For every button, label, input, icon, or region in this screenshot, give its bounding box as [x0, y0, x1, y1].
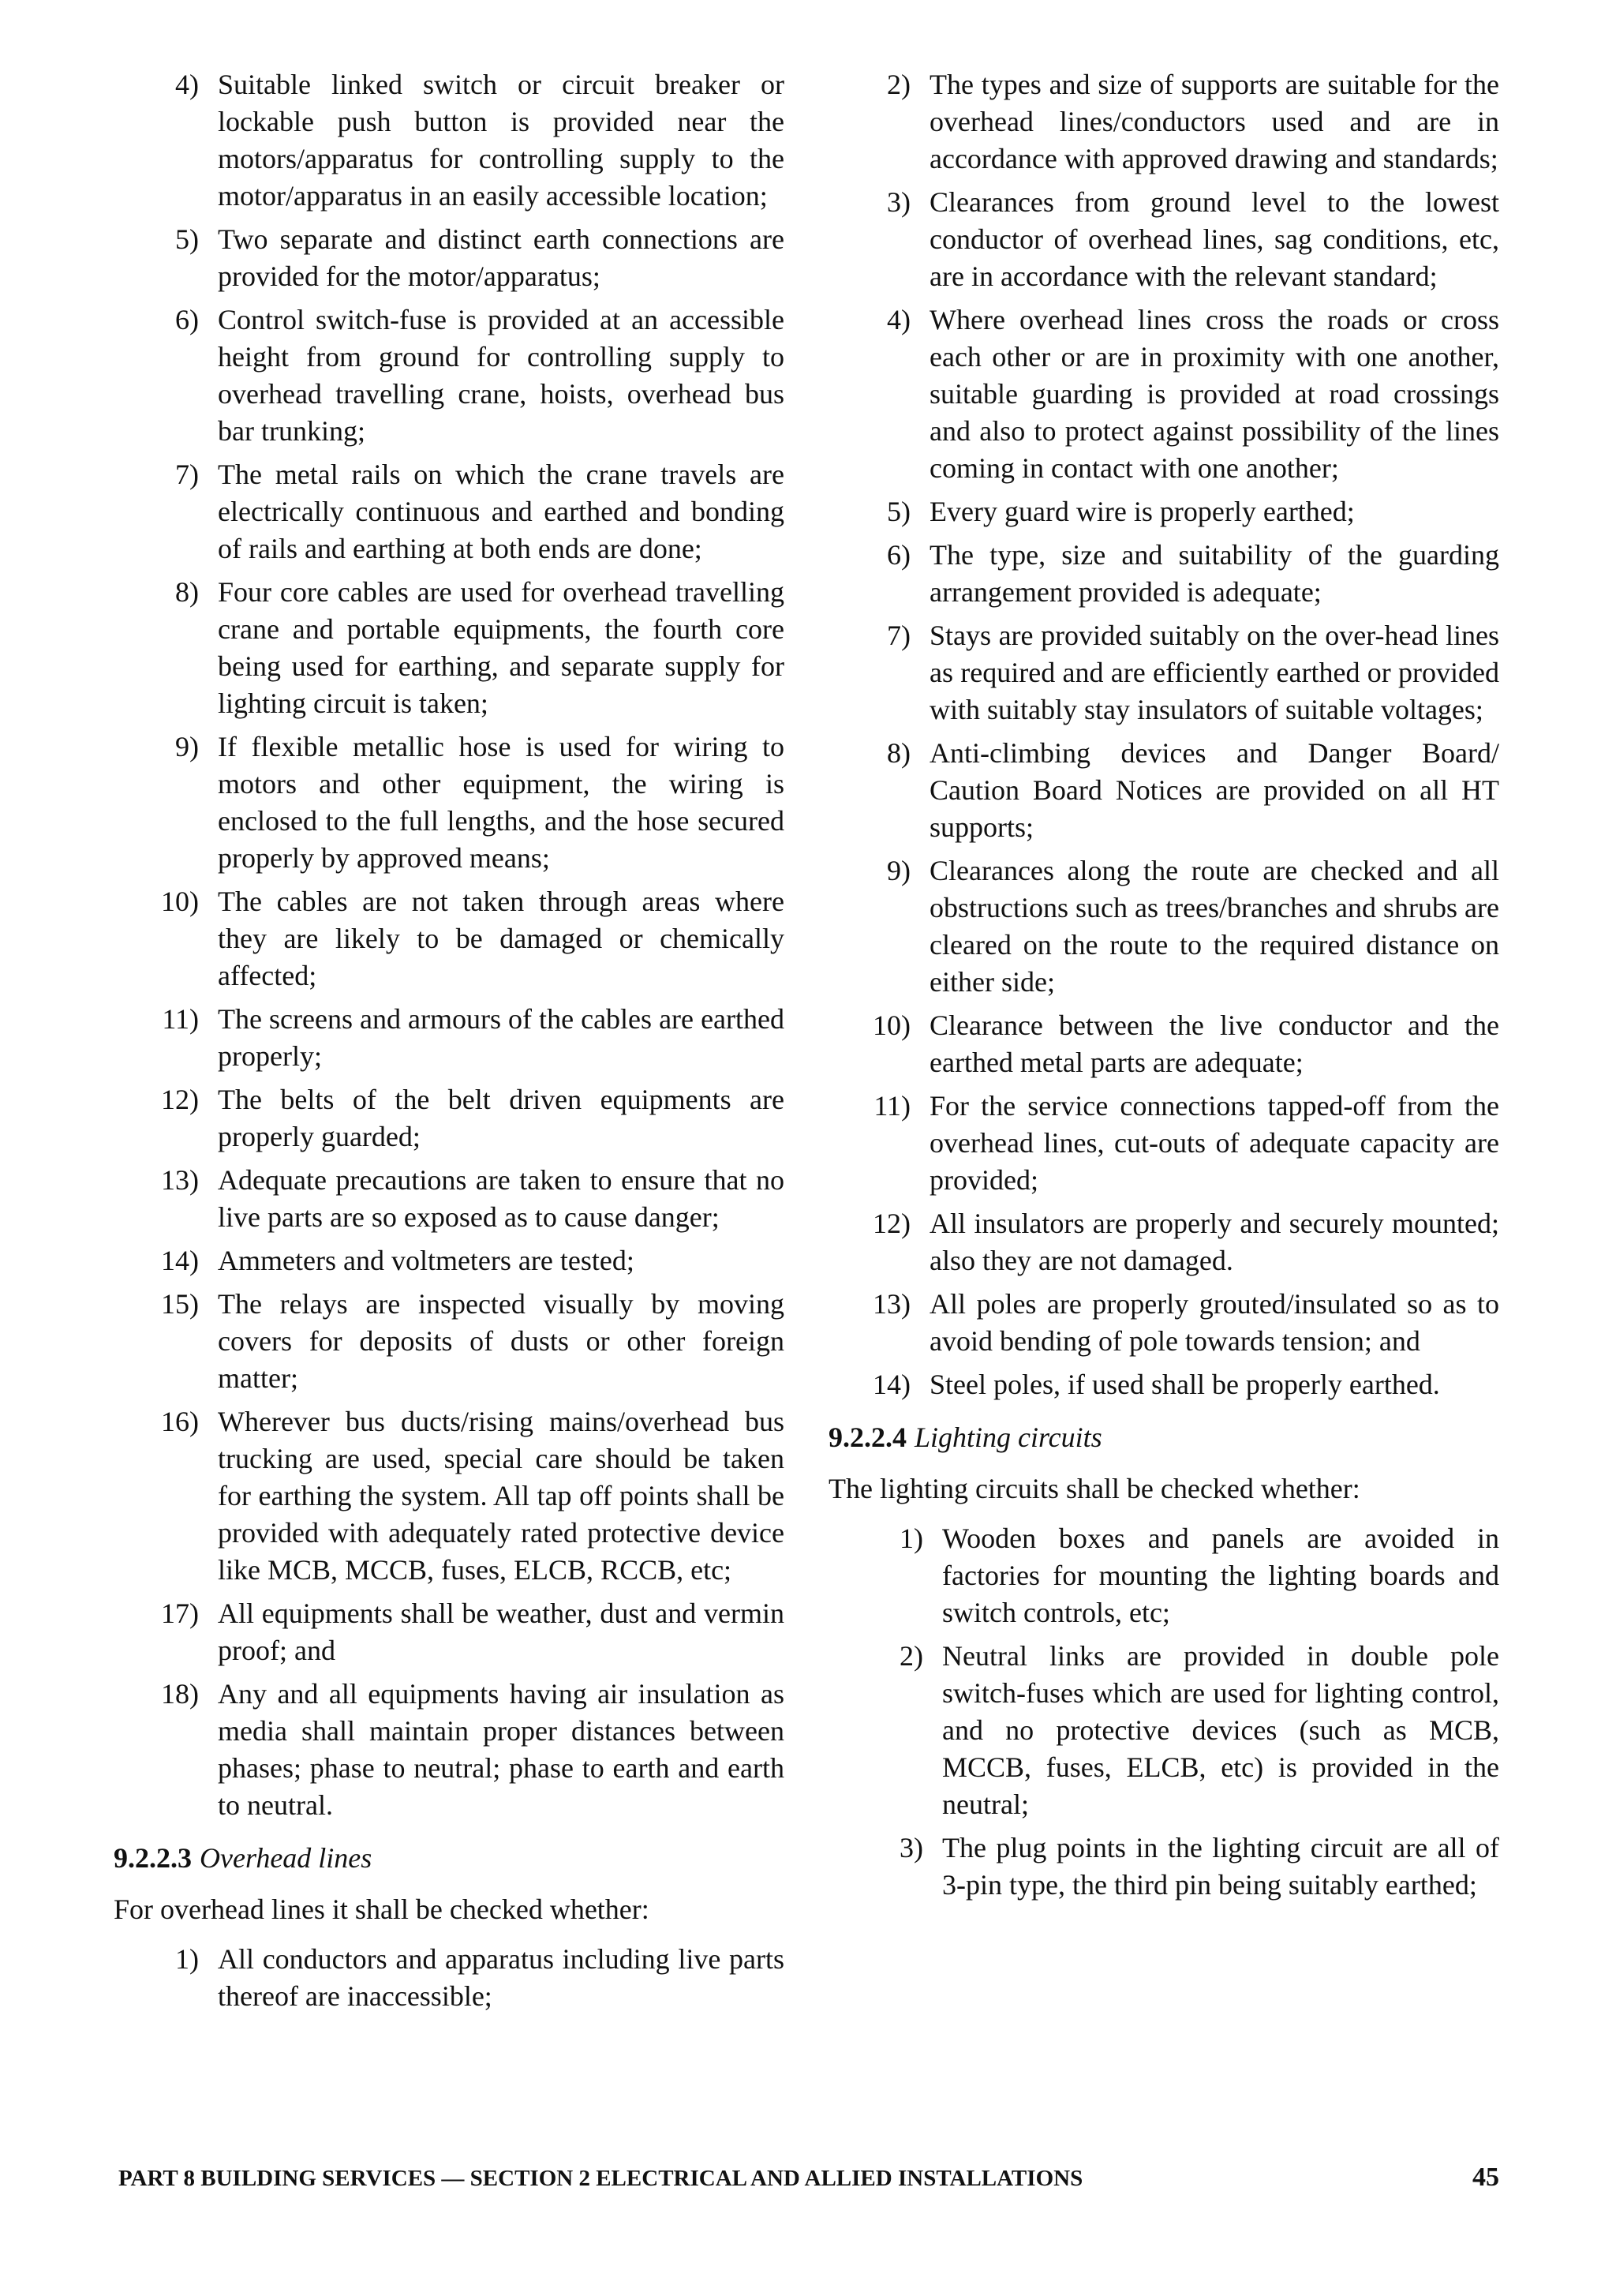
list-item-text: Stays are provided suitably on the over-head lines as required and are efficiently earthed or provided with suitably stay insulators of suitable voltages;	[930, 620, 1499, 725]
list-item-number: 7)	[887, 620, 911, 651]
list-item-number: 1)	[900, 1523, 923, 1554]
list-item-number: 16)	[161, 1406, 199, 1437]
list-item-text: Two separate and distinct earth connections are provided for the motor/apparatus;	[218, 223, 784, 292]
section-title: Overhead lines	[200, 1842, 372, 1874]
list-item-text: Anti-climbing devices and Danger Board/ Caution Board Notices are provided on all HT supports;	[930, 737, 1499, 843]
list-item-number: 2)	[900, 1640, 923, 1672]
lighting-intro: The lighting circuits shall be checked whether:	[829, 1473, 1360, 1504]
list-item	[829, 66, 1499, 178]
list-item-number: 10)	[161, 886, 199, 917]
list-item-text: Any and all equipments having air insulation as media shall maintain proper distances between phases; phase to neutral; phase to earth and earth to neutral.	[218, 1678, 784, 1821]
list-item-number: 11)	[162, 1003, 199, 1035]
list-item	[114, 1081, 784, 1155]
running-title: PART 8 BUILDING SERVICES — SECTION 2 ELECTRICAL AND ALLIED INSTALLATIONS	[118, 2166, 1083, 2191]
list-item-number: 6)	[887, 539, 911, 571]
list-item-text: The types and size of supports are suitable for the overhead lines/conductors used and are in accordance with approved drawing and standards;	[930, 69, 1499, 174]
section-number: 9.2.2.3	[114, 1842, 192, 1874]
list-item	[114, 66, 784, 215]
list-item-text: Ammeters and voltmeters are tested;	[218, 1245, 634, 1276]
list-item-text: Wooden boxes and panels are avoided in factories for mounting the lighting boards and switch controls, etc;	[942, 1523, 1499, 1628]
list-item-number: 6)	[175, 304, 199, 335]
list-item-text: Suitable linked switch or circuit breaker or lockable push button is provided near the motors/apparatus for controlling supply to the motor/apparatus in an easily accessible location;	[218, 69, 784, 212]
list-item-text: The metal rails on which the crane travels are electrically continuous and earthed and bonding of rails and earthing at both ends are done;	[218, 459, 784, 564]
list-item	[829, 302, 1499, 487]
right-column	[829, 66, 1499, 1910]
list-item-number: 1)	[175, 1943, 199, 1975]
list-item	[829, 617, 1499, 729]
list-item-text: Clearances from ground level to the lowest conductor of overhead lines, sag conditions, etc, are in accordance with the relevant standard;	[930, 186, 1499, 292]
page-footer	[118, 2163, 1499, 2193]
list-item-number: 7)	[175, 459, 199, 490]
section-heading-lighting-circuits	[829, 1419, 1499, 1456]
list-item	[114, 456, 784, 567]
list-item	[114, 221, 784, 295]
list-item	[114, 1941, 784, 2015]
section-title: Lighting circuits	[915, 1421, 1102, 1453]
list-item-text: The belts of the belt driven equipments are properly guarded;	[218, 1084, 784, 1152]
left-column	[114, 66, 784, 2021]
list-item-number: 12)	[873, 1208, 911, 1239]
list-item-number: 9)	[887, 855, 911, 886]
list-item	[829, 493, 1499, 530]
list-item	[829, 1286, 1499, 1360]
list-item-text: For the service connections tapped-off from the overhead lines, cut-outs of adequate capacity are provided;	[930, 1090, 1499, 1196]
list-item	[829, 184, 1499, 295]
list-item-number: 8)	[175, 576, 199, 608]
list-item	[829, 1205, 1499, 1279]
list-item	[829, 537, 1499, 611]
list-item-text: All poles are properly grouted/insulated so as to avoid bending of pole towards tension; and	[930, 1288, 1499, 1357]
list-item-text: Clearance between the live conductor and the earthed metal parts are adequate;	[930, 1009, 1499, 1078]
list-item-number: 13)	[161, 1164, 199, 1196]
list-item-number: 3)	[887, 186, 911, 218]
list-item-text: Adequate precautions are taken to ensure that no live parts are so exposed as to cause danger;	[218, 1164, 784, 1233]
list-item-text: The plug points in the lighting circuit are all of 3-pin type, the third pin being suitably earthed;	[942, 1832, 1499, 1901]
list-item-text: Clearances along the route are checked and all obstructions such as trees/branches and shrubs are cleared on the route to the required distance on either side;	[930, 855, 1499, 998]
list-item-number: 15)	[161, 1288, 199, 1320]
overhead-check-list	[114, 1941, 784, 2015]
list-item	[114, 302, 784, 450]
list-item-number: 9)	[175, 731, 199, 762]
list-item-number: 11)	[873, 1090, 911, 1122]
list-item	[114, 883, 784, 994]
list-item-text: The screens and armours of the cables are earthed properly;	[218, 1003, 784, 1072]
list-item-number: 4)	[887, 304, 911, 335]
list-item-text: All insulators are properly and securely mounted; also they are not damaged.	[930, 1208, 1499, 1276]
page-number: 45	[1472, 2163, 1499, 2192]
list-item	[114, 1595, 784, 1669]
overhead-intro: For overhead lines it shall be checked whether:	[114, 1893, 649, 1925]
list-item	[829, 852, 1499, 1001]
list-item	[829, 1088, 1499, 1199]
list-item	[114, 1242, 784, 1279]
list-item	[829, 1830, 1499, 1904]
list-item	[114, 1286, 784, 1397]
list-item	[114, 1403, 784, 1589]
list-item-text: The type, size and suitability of the guarding arrangement provided is adequate;	[930, 539, 1499, 608]
list-item-number: 4)	[175, 69, 199, 100]
list-item-number: 8)	[887, 737, 911, 769]
list-item	[829, 1007, 1499, 1081]
list-item-text: All equipments shall be weather, dust and vermin proof; and	[218, 1597, 784, 1666]
list-item	[829, 1520, 1499, 1631]
list-item-text: Neutral links are provided in double pole switch-fuses which are used for lighting control, and no protective devices (such as MCB, MCCB, fuses, ELCB, etc) is provided in the neutral;	[942, 1640, 1499, 1820]
equipment-check-list	[114, 66, 784, 1824]
section-heading-overhead-lines	[114, 1840, 784, 1877]
list-item-number: 5)	[887, 496, 911, 527]
list-item-text: The cables are not taken through areas where they are likely to be damaged or chemically affected;	[218, 886, 784, 991]
list-item-number: 18)	[161, 1678, 199, 1710]
list-item-text: Control switch-fuse is provided at an accessible height from ground for controlling supply to overhead travelling crane, hoists, overhead bus bar trunking;	[218, 304, 784, 447]
lighting-check-list	[829, 1520, 1499, 1904]
list-item-text: Wherever bus ducts/rising mains/overhead bus trucking are used, special care should be taken for earthing the system. All tap off points shall be provided with adequately rated protective device like MCB, MCCB, fuses, ELCB, RCCB, etc;	[218, 1406, 784, 1586]
section-number: 9.2.2.4	[829, 1421, 907, 1453]
list-item	[829, 735, 1499, 846]
list-item	[114, 729, 784, 877]
list-item	[829, 1366, 1499, 1403]
list-item	[114, 1162, 784, 1236]
list-item-text: All conductors and apparatus including live parts thereof are inaccessible;	[218, 1943, 784, 2012]
list-item-text: Every guard wire is properly earthed;	[930, 496, 1355, 527]
list-item	[114, 574, 784, 722]
list-item-number: 2)	[887, 69, 911, 100]
list-item-number: 12)	[161, 1084, 199, 1115]
list-item-number: 14)	[161, 1245, 199, 1276]
list-item-number: 10)	[873, 1009, 911, 1041]
list-item-number: 14)	[873, 1369, 911, 1400]
list-item-number: 17)	[161, 1597, 199, 1629]
list-item-number: 5)	[175, 223, 199, 255]
list-item-text: If flexible metallic hose is used for wiring to motors and other equipment, the wiring is enclosed to the full lengths, and the hose secured properly by approved means;	[218, 731, 784, 874]
list-item-number: 13)	[873, 1288, 911, 1320]
list-item-text: Four core cables are used for overhead travelling crane and portable equipments, the fourth core being used for earthing, and separate supply for lighting circuit is taken;	[218, 576, 784, 719]
list-item	[114, 1676, 784, 1824]
list-item	[114, 1001, 784, 1075]
list-item-text: Where overhead lines cross the roads or cross each other or are in proximity with one another, suitable guarding is provided at road crossings and also to protect against possibility of the lines coming in contact with one another;	[930, 304, 1499, 484]
overhead-check-list-continued	[829, 66, 1499, 1403]
list-item-number: 3)	[900, 1832, 923, 1863]
list-item	[829, 1638, 1499, 1823]
list-item-text: The relays are inspected visually by moving covers for deposits of dusts or other foreign matter;	[218, 1288, 784, 1394]
list-item-text: Steel poles, if used shall be properly earthed.	[930, 1369, 1440, 1400]
